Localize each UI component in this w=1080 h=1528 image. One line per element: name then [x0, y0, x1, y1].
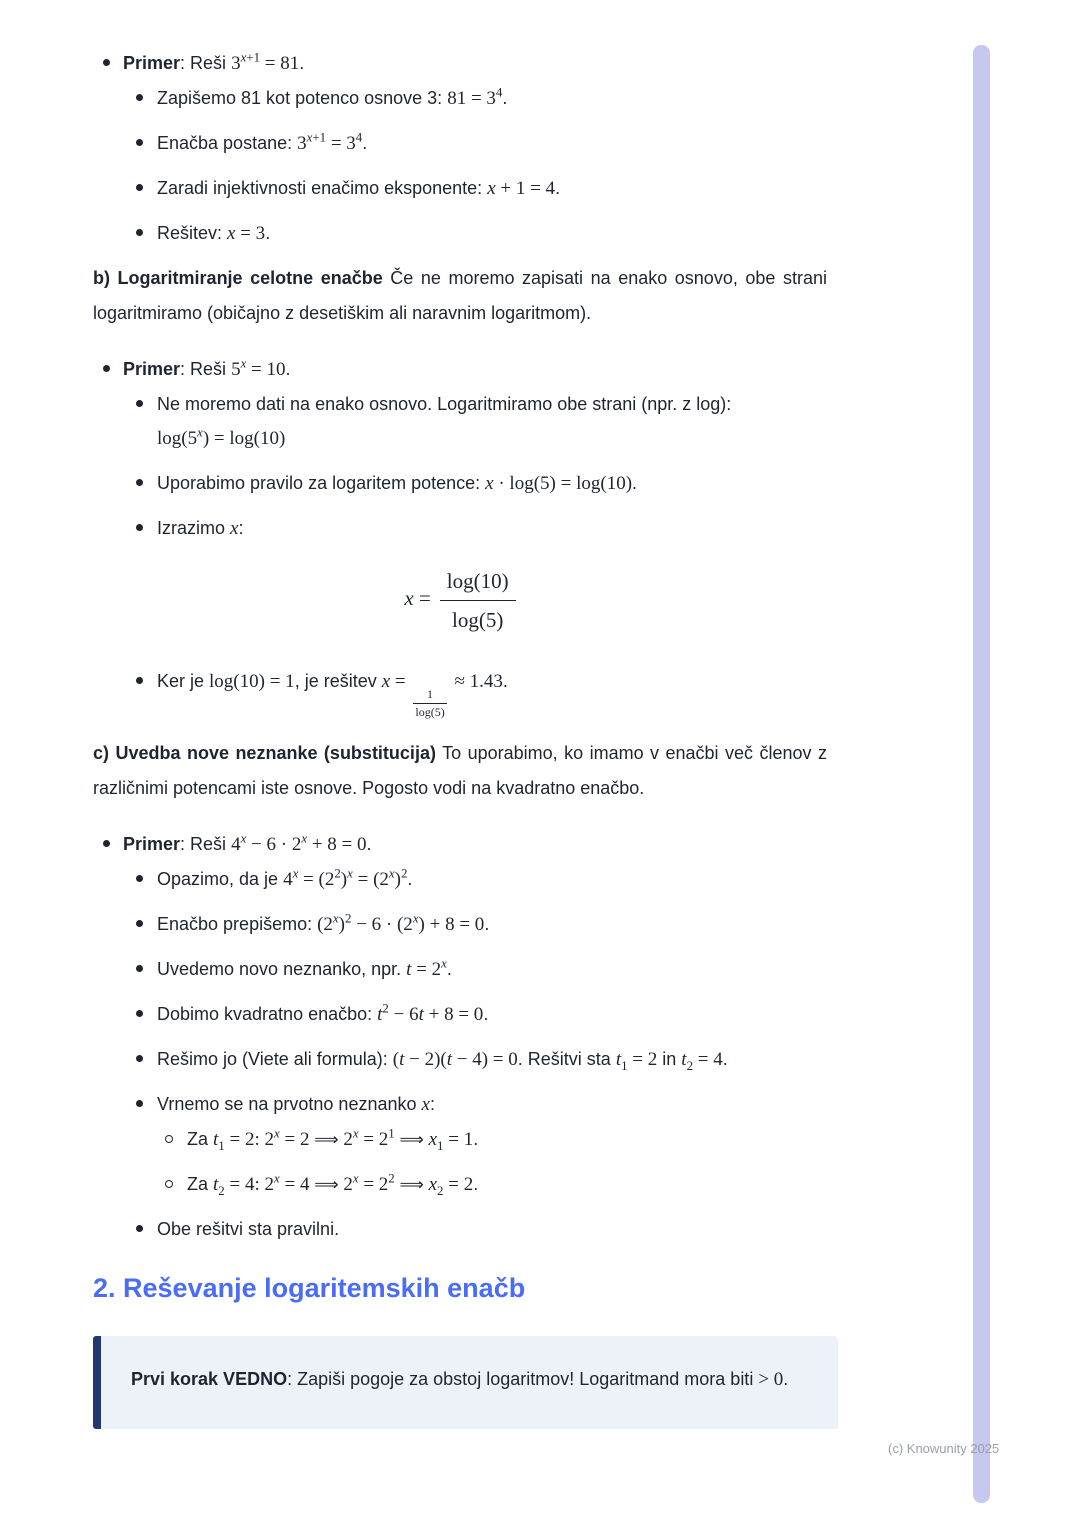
- bullet-icon: [103, 59, 110, 66]
- bullet-icon: [136, 400, 143, 407]
- example-c-step: [93, 997, 827, 1032]
- example-b-item: [93, 352, 827, 387]
- example-b-step: [93, 387, 827, 456]
- step-text: Ne moremo dati na enako osnovo. Logaritmiramo obe strani (npr. z log): $\log(5^x) = \log(10)$: [157, 394, 732, 449]
- section-b-title: b) Logaritmiranje celotne enačbe: [93, 268, 383, 288]
- circle-bullet-icon: [165, 1135, 173, 1143]
- example-label: Primer: [123, 359, 181, 379]
- example-c-substep: [93, 1167, 827, 1202]
- example-c-item: [93, 827, 827, 862]
- section-c-body: To uporabimo, ko imamo v enačbi več členov z različnimi potencami iste osnove. Pogosto vodi na kvadratno enačbo.: [93, 743, 828, 798]
- bullet-icon: [136, 184, 143, 191]
- step-text: Zapišemo 81 kot potenco osnove 3: $81 = 3^4$.: [157, 84, 508, 109]
- example-c-step: [93, 1042, 827, 1077]
- scrollbar-thumb[interactable]: [973, 45, 990, 1503]
- step-text: Enačba postane: $3^{x+1} = 3^4$.: [157, 129, 368, 154]
- bullet-icon: [136, 920, 143, 927]
- fraction: [440, 568, 516, 633]
- section-b-body: Če ne moremo zapisati na enako osnovo, obe strani logaritmiramo (običajno z desetiškim ali naravnim logaritmom).: [93, 268, 827, 323]
- example-label: Primer: [123, 53, 181, 73]
- step-text: Rešimo jo (Viete ali formula): (t − 2)(t − 4) = 0. Rešitvi sta $t_1 = 2$ in $t_2 = 4$.: [157, 1049, 728, 1073]
- circle-bullet-icon: [165, 1180, 173, 1188]
- example-b-statement: [123, 352, 827, 387]
- step-text: Obe rešitvi sta pravilni.: [157, 1219, 340, 1239]
- example-a-step: [93, 126, 827, 161]
- example-a-step: [93, 171, 827, 206]
- fraction-numerator: log(10): [440, 568, 516, 601]
- example-statement-text: : Reši $3^{x+1} = 81$.: [180, 49, 305, 74]
- step-text: Enačbo prepišemo: $(2^x)^2 - 6 \cdot (2^x) + 8 = 0$.: [157, 910, 490, 935]
- example-b-step: [93, 511, 827, 546]
- callout-title: Prvi korak VEDNO: [131, 1369, 288, 1389]
- example-b-step: [93, 466, 827, 501]
- substep-text: Za $t_2 = 4$: $2^x = 4$ ⟹ $2^x = 2^2$ ⟹ $x_2 = 2$.: [187, 1170, 479, 1198]
- example-c-final: [93, 1212, 827, 1246]
- example-c-step: [93, 862, 827, 897]
- example-a-item: [93, 46, 827, 81]
- step-text: Zaradi injektivnosti enačimo eksponente: x + 1 = 4.: [157, 178, 561, 199]
- bullet-icon: [136, 677, 143, 684]
- example-statement-text: : Reši $5^x = 10$.: [180, 355, 291, 380]
- copyright-text: (c) Knowunity 2025: [888, 1441, 1000, 1456]
- section-b-paragraph: [93, 261, 827, 331]
- callout-text: [131, 1360, 800, 1399]
- bullet-icon: [136, 524, 143, 531]
- step-text: Uporabimo pravilo za logaritem potence: x · log(5) = log(10).: [157, 473, 638, 494]
- substep-text: Za $t_1 = 2$: $2^x = 2$ ⟹ $2^x = 2^1$ ⟹ $x_1 = 1$.: [187, 1125, 479, 1153]
- step-text: Izrazimo x:: [157, 518, 244, 539]
- bullet-icon: [136, 94, 143, 101]
- bullet-icon: [136, 1100, 143, 1107]
- bullet-icon: [136, 479, 143, 486]
- fraction-denominator: log(5): [452, 608, 504, 632]
- example-c-step: [93, 1087, 827, 1122]
- step-text: Opazimo, da je $4^x = (2^2)^x = (2^x)^2$.: [157, 865, 413, 890]
- step-text: Uvedemo novo neznanko, npr. $t = 2^x$.: [157, 955, 452, 980]
- bullet-icon: [103, 365, 110, 372]
- step-text: Rešitev: x = 3.: [157, 223, 271, 244]
- step-text: Ker je log(10) = 1, je rešitev x = $\frac{1}{\log(5)}$ ≈ 1.43.: [157, 671, 508, 719]
- equation-lhs: x =: [404, 586, 431, 611]
- document-content: [93, 46, 827, 1429]
- section-c-title: c) Uvedba nove neznanke (substitucija): [93, 743, 436, 763]
- example-c-step: [93, 907, 827, 942]
- callout-body: : Zapiši pogoje za obstoj logaritmov! Logaritmand mora biti > 0.: [287, 1369, 789, 1390]
- example-statement-text: : Reši $4^x - 6 \cdot 2^x + 8 = 0$.: [180, 830, 372, 855]
- section-c-paragraph: [93, 736, 827, 806]
- example-label: Primer: [123, 834, 181, 854]
- example-c-statement: [123, 827, 827, 862]
- section-2-heading: 2. Reševanje logaritemskih enačb: [93, 1273, 526, 1303]
- bullet-icon: [136, 1225, 143, 1232]
- step-text: Dobimo kvadratno enačbo: $t^2 - 6t + 8 = 0$.: [157, 1000, 489, 1025]
- example-b-conclusion: [93, 664, 827, 720]
- example-a-statement: [123, 46, 827, 81]
- display-equation: [93, 568, 827, 633]
- example-a-step: [93, 81, 827, 116]
- bullet-icon: [136, 229, 143, 236]
- example-a-step: [93, 216, 827, 251]
- bullet-icon: [136, 139, 143, 146]
- bullet-icon: [103, 840, 110, 847]
- bullet-icon: [136, 1010, 143, 1017]
- bullet-icon: [136, 965, 143, 972]
- step-text: Vrnemo se na prvotno neznanko x:: [157, 1094, 435, 1115]
- bullet-icon: [136, 1055, 143, 1062]
- example-c-substep: [93, 1122, 827, 1157]
- callout-note: [93, 1336, 838, 1429]
- example-c-step: [93, 952, 827, 987]
- bullet-icon: [136, 875, 143, 882]
